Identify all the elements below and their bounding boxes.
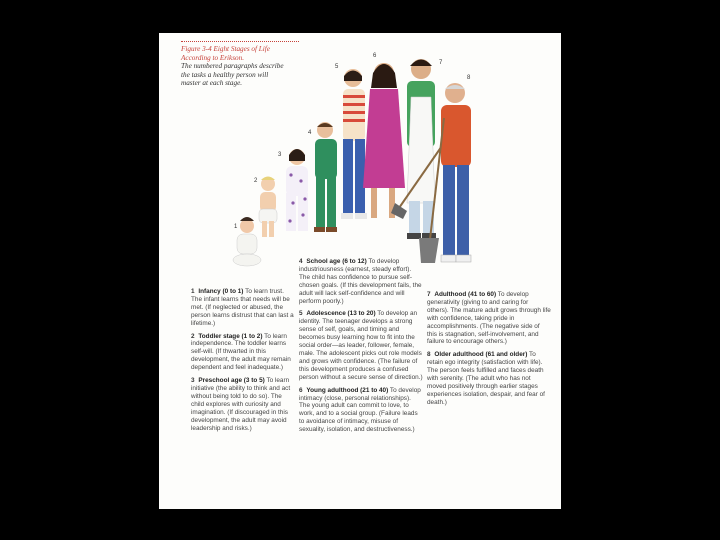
stage-heading: School age (6 to 12) <box>306 258 367 265</box>
stage-paragraph <box>191 333 295 373</box>
stage-paragraph <box>427 351 551 406</box>
stage-heading: Infancy (0 to 1) <box>198 288 244 295</box>
stage-paragraph <box>299 387 423 434</box>
stage-paragraph <box>299 310 423 381</box>
stage-number: 2 <box>191 332 195 340</box>
life-stages-illustration <box>159 33 561 293</box>
stage-text: To learn independence. The toddler learns self-will. (If thwarted in this development, the adult may remain dependent and feel inadequate.) <box>191 332 291 372</box>
stage-number: 4 <box>299 258 303 265</box>
stage-paragraph <box>427 291 551 346</box>
figure-label-3: 3 <box>278 152 282 158</box>
stage-text: To develop an identity. The teenager develops a strong sense of self, goals, and timing and becomes busy learning how to fit into the social order—as leader, follower, female, male. The adolescent picks out role models and grows with confidence. (The failure of this development produces a confused person without a secure sense of direction.) <box>299 310 423 381</box>
stage-number: 3 <box>191 377 195 385</box>
figure-label-5: 5 <box>335 64 339 70</box>
figure-label-2: 2 <box>254 178 258 184</box>
stage-heading: Adolescence (13 to 20) <box>306 310 376 318</box>
stage-paragraph <box>191 377 295 432</box>
stage-text: To develop intimacy (close, personal relationships). The young adult can commit to love, to work, and to a social group. (Failure leads to avoidance of intimacy, misuse of sexuality, isolation, and destructiveness.) <box>299 386 421 434</box>
stage-heading: Young adulthood (21 to 40) <box>306 386 389 394</box>
stage-text: To develop generativity (giving to and caring for others). The mature adult grows through life with confidence, taking pride in accomplishments. (The negative side of this is stagnation, self-involvement, and failure to encourage others.) <box>427 291 551 346</box>
stage-number: 1 <box>191 288 195 295</box>
figure-description: The numbered paragraphs describe the tasks a healthy person will master at each stage. <box>181 62 284 88</box>
stage-paragraph <box>191 288 295 328</box>
stage-heading: Toddler stage (1 to 2) <box>198 332 263 340</box>
stage-heading: Adulthood (41 to 60) <box>434 291 497 298</box>
stage-text: To retain ego integrity (satisfaction with life). The person feels fulfilled and faces death with serenity. (The adult who has not moved positively through earlier stages experiences isolation, despair, and fear of death.) <box>427 351 545 406</box>
figure-title: Eight Stages of Life According to Erikson. <box>181 45 270 62</box>
stage-text: To learn initiative (the ability to think and act without being told to do so). The child explores with curiosity and imagination. (If discouraged in this development, the adult may avoid leadership and risks.) <box>191 377 291 432</box>
text-column-2 <box>299 258 423 439</box>
stage-text: To develop industriousness (earnest, steady effort). The child has confidence to pursue self-chosen goals. (If this development fails, the adult will lack self-confidence and will perform poorly.) <box>299 258 422 305</box>
figure-label-6: 6 <box>373 53 377 59</box>
adolescent-figure <box>341 69 367 219</box>
text-column-3 <box>427 291 551 412</box>
stage-number: 6 <box>299 386 303 394</box>
figure-label-4: 4 <box>308 130 312 136</box>
stage-heading: Older adulthood (61 and older) <box>434 351 528 359</box>
stage-number: 5 <box>299 310 303 318</box>
stage-paragraph <box>299 258 423 305</box>
stage-text: To learn trust. The infant learns that needs will be met. (If neglected or abused, the person learns distrust that can last a lifetime.) <box>191 288 294 327</box>
toddler-figure <box>259 177 277 238</box>
figure-label-8: 8 <box>467 75 471 81</box>
school-age-figure <box>314 122 337 232</box>
figure-number: Figure 3-4 <box>181 45 212 53</box>
figure-label-1: 1 <box>234 224 238 230</box>
preschooler-figure <box>286 149 308 231</box>
text-column-1 <box>191 288 295 437</box>
figure-label-7: 7 <box>439 60 443 66</box>
stage-heading: Preschool age (3 to 5) <box>198 377 265 385</box>
young-adult-figure <box>363 63 405 218</box>
textbook-page <box>159 33 561 509</box>
stage-number: 8 <box>427 351 431 359</box>
stage-number: 7 <box>427 291 431 298</box>
